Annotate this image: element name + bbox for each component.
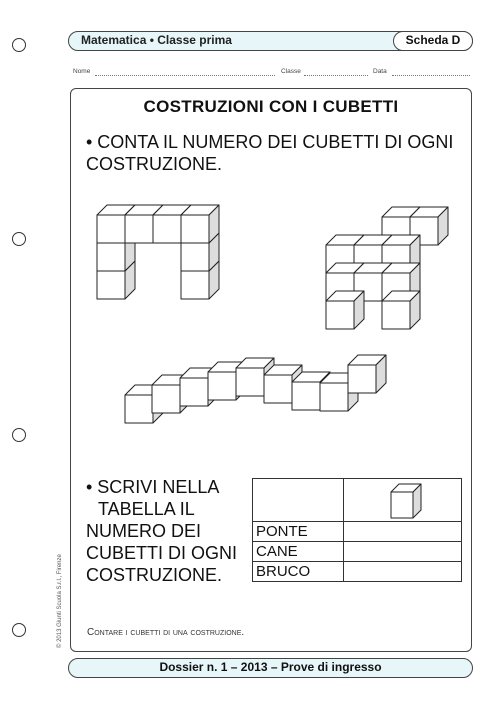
instruction-write-line2: TABELLA IL [98, 499, 195, 519]
table-header-empty [253, 479, 344, 522]
instruction-write-line1: • SCRIVI NELLA [86, 477, 220, 497]
instruction-write-line3: NUMERO DEI [86, 521, 202, 541]
bridge-cube [181, 205, 219, 243]
instruction-count-line2: COSTRUZIONE. [86, 154, 223, 174]
cube-layer [97, 205, 448, 423]
instruction-write [86, 476, 237, 586]
answer-cell-bruco[interactable] [344, 562, 462, 582]
table-header-row [253, 479, 462, 522]
instruction-count-line1: • CONTA IL NUMERO DEI CUBETTI DI OGNI [86, 132, 454, 152]
row-label-cane: CANE [253, 542, 344, 562]
instruction-write-line4: CUBETTI DI OGNI [86, 543, 238, 563]
instruction-write-line5: COSTRUZIONE. [86, 565, 223, 585]
cube-icon [387, 482, 427, 522]
table-row [253, 562, 462, 582]
footer-bar: Dossier n. 1 – 2013 – Prove di ingresso [68, 658, 473, 678]
count-table [252, 478, 462, 582]
copyright: © 2013 Giunti Scuola S.r.l., Firenze [57, 554, 63, 648]
row-label-ponte: PONTE [253, 522, 344, 542]
table-row [253, 522, 462, 542]
caterpillar-cube [348, 355, 386, 393]
footer-note: Contare i cubetti di una costruzione. [87, 627, 245, 638]
date-label: Data [373, 68, 387, 75]
sheet-label: Scheda D [393, 31, 473, 51]
answer-cell-ponte[interactable] [344, 522, 462, 542]
class-label: Classe [281, 68, 301, 75]
dog-cube [382, 291, 420, 329]
name-label: Nome [73, 68, 91, 75]
page-title: COSTRUZIONI CON I CUBETTI [143, 97, 399, 116]
table-row [253, 542, 462, 562]
subject-label: Matematica • Classe prima [81, 33, 232, 47]
answer-cell-cane[interactable] [344, 542, 462, 562]
table-header-cube [344, 479, 462, 522]
row-label-bruco: BRUCO [253, 562, 344, 582]
dog-cube [326, 291, 364, 329]
